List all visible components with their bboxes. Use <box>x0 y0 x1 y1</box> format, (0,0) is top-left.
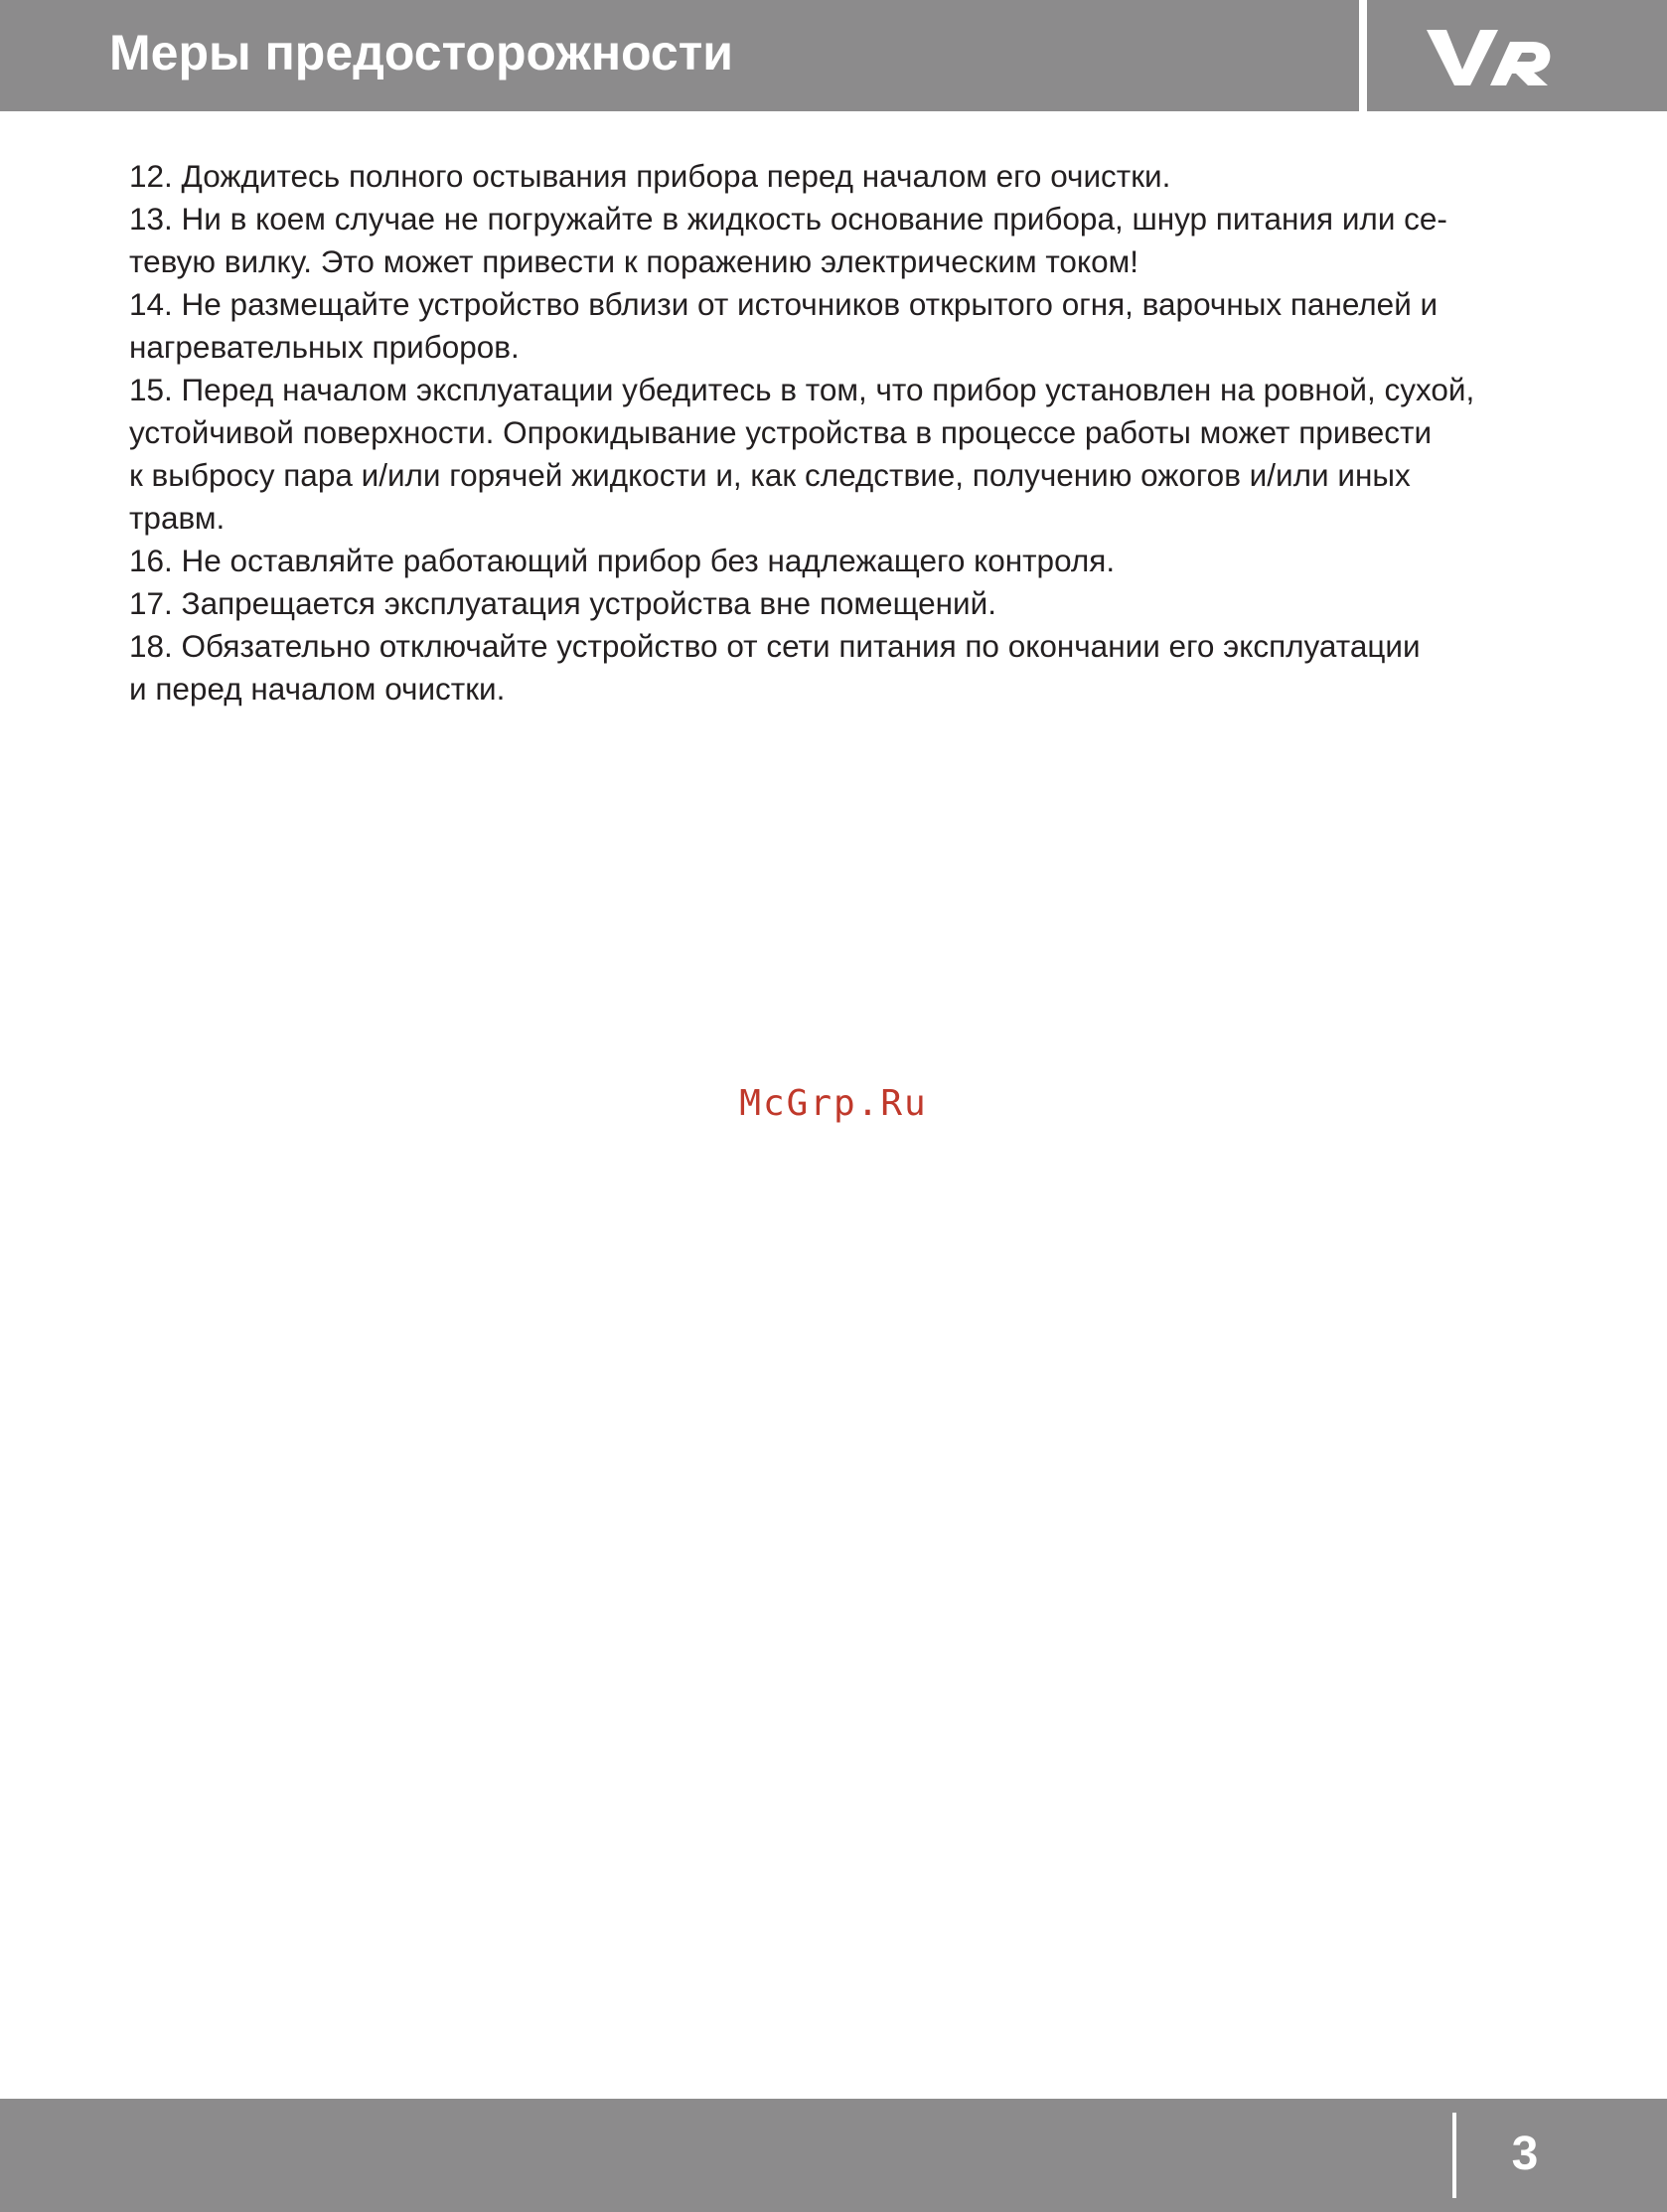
safety-instructions <box>129 155 1580 711</box>
footer-bar <box>0 2099 1667 2212</box>
header-bar <box>0 0 1667 111</box>
instruction-item-14: 14. Не размещайте устройство вблизи от источников открытого огня, варочных панелей и нагревательных приборов. <box>129 286 1439 365</box>
header-divider <box>1359 0 1367 111</box>
watermark: McGrp.Ru <box>739 1083 928 1124</box>
instruction-item-16: 16. Не оставляйте работающий прибор без надлежащего контроля. <box>129 543 1116 578</box>
footer-divider <box>1452 2113 1456 2198</box>
instruction-item-15: 15. Перед началом эксплуатации убедитесь в том, что прибор установлен на ровной, сухой, устойчивой поверхности. Опрокидывание устройства в процессе работы может привести к выбросу пара и/или горячей жидкости и, как следствие, получению ожогов и/или иных травм. <box>129 372 1475 536</box>
brand-logo <box>1425 20 1554 91</box>
page-number: 3 <box>1511 2128 1539 2180</box>
instruction-item-18: 18. Обязательно отключайте устройство от сети питания по окончании его эксплуатации и перед началом очистки. <box>129 628 1421 707</box>
instruction-item-13: 13. Ни в коем случае не погружайте в жидкость основание прибора, шнур питания или се- тевую вилку. Это может привести к поражению электрическим током! <box>129 201 1447 279</box>
page-title: Меры предосторожности <box>109 25 733 80</box>
instruction-item-12: 12. Дождитесь полного остывания прибора перед началом его очистки. <box>129 158 1171 194</box>
instruction-item-17: 17. Запрещается эксплуатация устройства вне помещений. <box>129 585 996 621</box>
